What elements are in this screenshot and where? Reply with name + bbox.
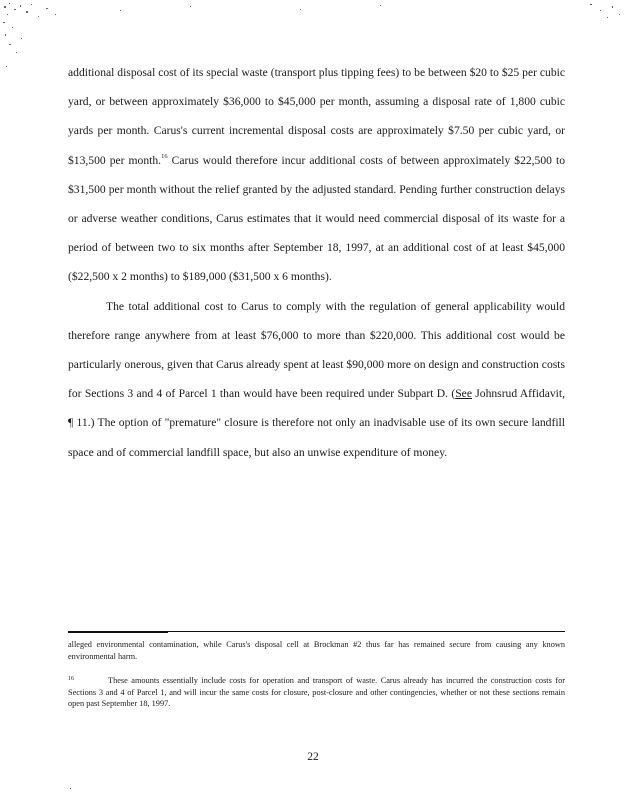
- footnote-divider-accent: [68, 631, 168, 633]
- paragraph-text: Johnsrud Affidavit, ¶ 11.) The option of "premature" closure is therefore not only an inadvisable use of its own secure landfill space and of commercial landfill space, but also an unwise expenditure of money.: [68, 387, 565, 459]
- footnotes: [68, 639, 565, 722]
- footnote-reference: 16: [161, 152, 168, 160]
- footnote-text: These amounts essentially include costs for operation and transport of waste. Carus already has incurred the construction costs for Sections 3 and 4 of Parcel 1, and will incur the same costs for closure, post-closure and other contingencies, whether or not these sections remain open past September 18, 1997.: [68, 676, 565, 709]
- paragraph-total-cost: [68, 292, 565, 467]
- footnote-marker: 16: [68, 676, 74, 683]
- body-text: [68, 58, 565, 467]
- page-number: 22: [307, 751, 319, 763]
- citation-signal: See: [455, 387, 472, 401]
- footnote-continued: alleged environmental contamination, while Carus's disposal cell at Brockman #2 thus far has remained secure from causing any known environmental harm.: [68, 640, 565, 661]
- footnote-16: [68, 674, 565, 710]
- paragraph-text: additional disposal cost of its special waste (transport plus tipping fees) to be between $20 to $25 per cubic yard, or between approximately $36,000 to $45,000 per month, assuming a disposal rate of 1,800 cubic yards per month. Carus's current incremental disposal costs are approximately $7.50 per cubic yard, or $13,500 per month.: [68, 66, 565, 167]
- paragraph-text: Carus would therefore incur additional costs of between approximately $22,500 to $31,500 per month without the relief granted by the adjusted standard. Pending further construction delays or adverse weather conditions, Carus estimates that it would need commercial disposal of its waste for a period of between two to six months after September 18, 1997, at an additional cost of at least $45,000 ($22,500 x 2 months) to $189,000 ($31,500 x 6 months).: [68, 153, 565, 284]
- paragraph-text: The total additional cost to Carus to comply with the regulation of general applicability would therefore range anywhere from at least $76,000 to more than $220,000. This additional cost would be particularly onerous, given that Carus already spent at least $90,000 more on design and construction costs for Sections 3 and 4 of Parcel 1 than would have been required under Subpart D. (: [68, 299, 565, 401]
- paragraph-disposal-costs: [68, 58, 565, 292]
